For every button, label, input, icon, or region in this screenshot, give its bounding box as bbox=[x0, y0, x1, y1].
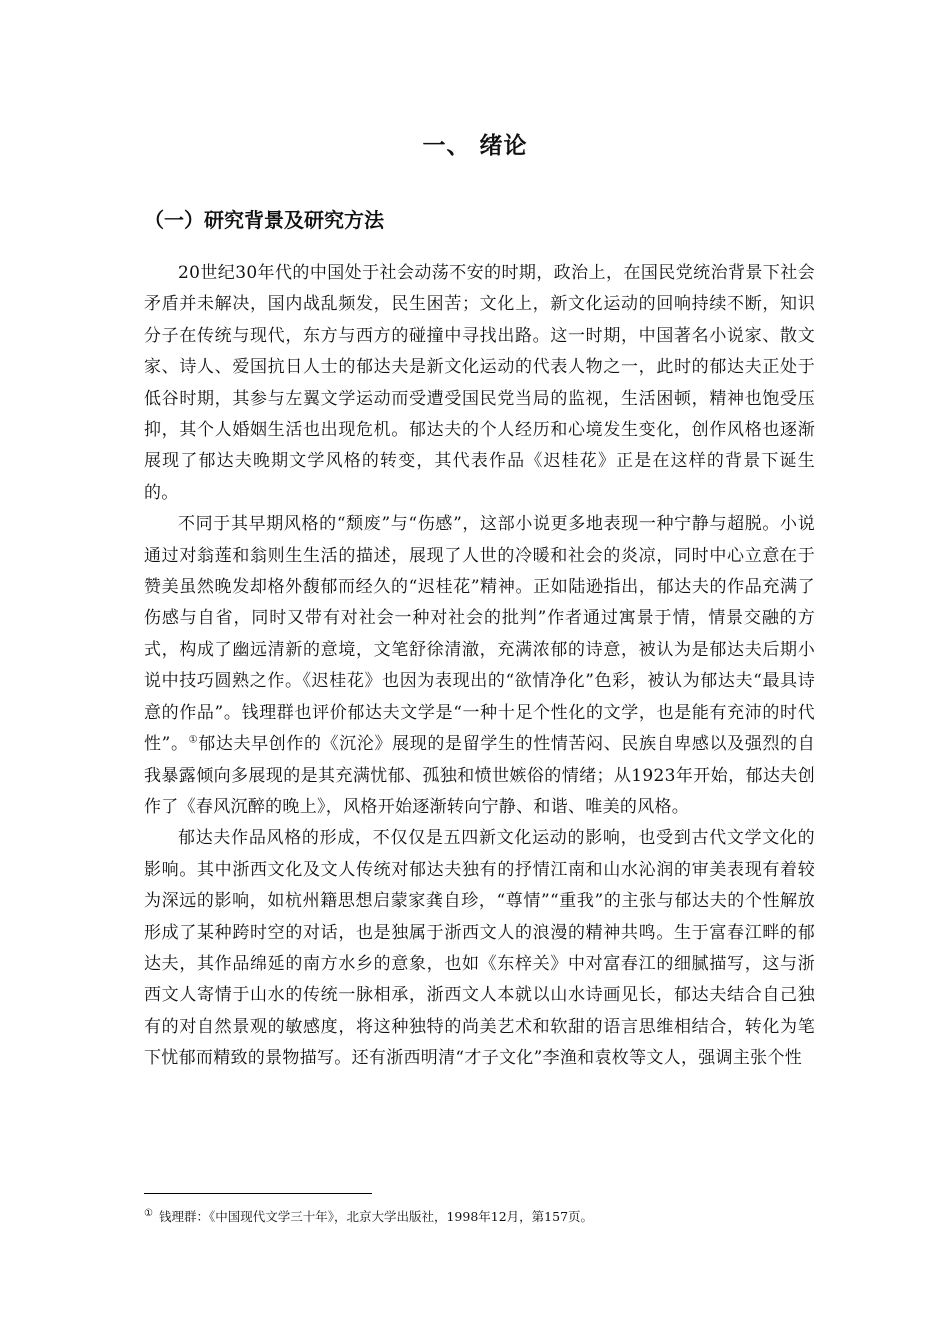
paragraph-style-change bbox=[144, 509, 815, 823]
footnote-text: 钱理群：《中国现代文学三十年》，北京大学出版社，1998年12月，第157页。 bbox=[158, 1209, 594, 1224]
paragraph-background: 20世纪30年代的中国处于社会动荡不安的时期，政治上，在国民党统治背景下社会矛盾并未解决，国内战乱频发，民生困苦；文化上，新文化运动的回响持续不断，知识分子在传统与现代，东方与西方的碰撞中寻找出路。这一时期，中国著名小说家、散文家、诗人、爱国抗日人士的郁达夫是新文化运动的代表人物之一，此时的郁达夫正处于低谷时期，其参与左翼文学运动而受遭受国民党当局的监视，生活困顿，精神也饱受压抑，其个人婚姻生活也出现危机。郁达夫的个人经历和心境发生变化，创作风格也逐渐展现了郁达夫晚期文学风格的转变，其代表作品《迟桂花》正是在这样的背景下诞生的。 bbox=[144, 263, 815, 503]
footnote-divider bbox=[144, 1193, 372, 1194]
paragraph-text-part: 郁达夫早创作的《沉沦》展现的是留学生的性情苦闷、民族自卑感以及强烈的自我暴露倾向多展现的是其充满忧郁、孤独和愤世嫉俗的情绪；从1923年开始，郁达夫创作了《春风沉醉的晚上》，风格开始逐渐转向宁静、和谐、唯美的风格。 bbox=[144, 734, 816, 817]
chapter-title: 一、 绪论 bbox=[422, 133, 528, 159]
footnote-mark: ① bbox=[144, 1207, 153, 1219]
footnote bbox=[144, 1207, 815, 1227]
footnote-reference[interactable]: ① bbox=[188, 734, 199, 746]
section-title: （一）研究背景及研究方法 bbox=[144, 208, 384, 232]
body-text bbox=[144, 258, 815, 1075]
paragraph-text-part: 不同于其早期风格的“颓废”与“伤感”，这部小说更多地表现一种宁静与超脱。小说通过对翁莲和翁则生生活的描述，展现了人世的冷暖和社会的炎凉，同时中心立意在于赞美虽然晚发却格外馥郁而经久的“迟桂花”精神。正如陆逊指出，郁达夫的作品充满了伤感与自省，同时又带有对社会一种对社会的批判”作者通过寓景于情，情景交融的方式，构成了幽远清新的意境，文笔舒徐清澈，充满浓郁的诗意，被认为是郁达夫后期小说中技巧圆熟之作。《迟桂花》也因为表现出的“欲情净化”色彩，被认为郁达夫“最具诗意的作品”。钱理群也评价郁达夫文学是“一种十足个性化的文学，也是能有充沛的时代性”。 bbox=[144, 514, 815, 755]
paragraph-influence: 郁达夫作品风格的形成，不仅仅是五四新文化运动的影响，也受到古代文学文化的影响。其中浙西文化及文人传统对郁达夫独有的抒情江南和山水沁润的审美表现有着较为深远的影响，如杭州籍思想启蒙家龚自珍，“尊情”“重我”的主张与郁达夫的个性解放形成了某种跨时空的对话，也是独属于浙西文人的浪漫的精神共鸣。生于富春江畔的郁达夫，其作品绵延的南方水乡的意象，也如《东梓关》中对富春江的细腻描写，这与浙西文人寄情于山水的传统一脉相承，浙西文人本就以山水诗画见长，郁达夫结合自己独有的对自然景观的敏感度，将这种独特的尚美艺术和软甜的语言思维相结合，转化为笔下忧郁而精致的景物描写。还有浙西明清“才子文化”李渔和袁枚等文人，强调主张个性 bbox=[144, 828, 815, 1069]
